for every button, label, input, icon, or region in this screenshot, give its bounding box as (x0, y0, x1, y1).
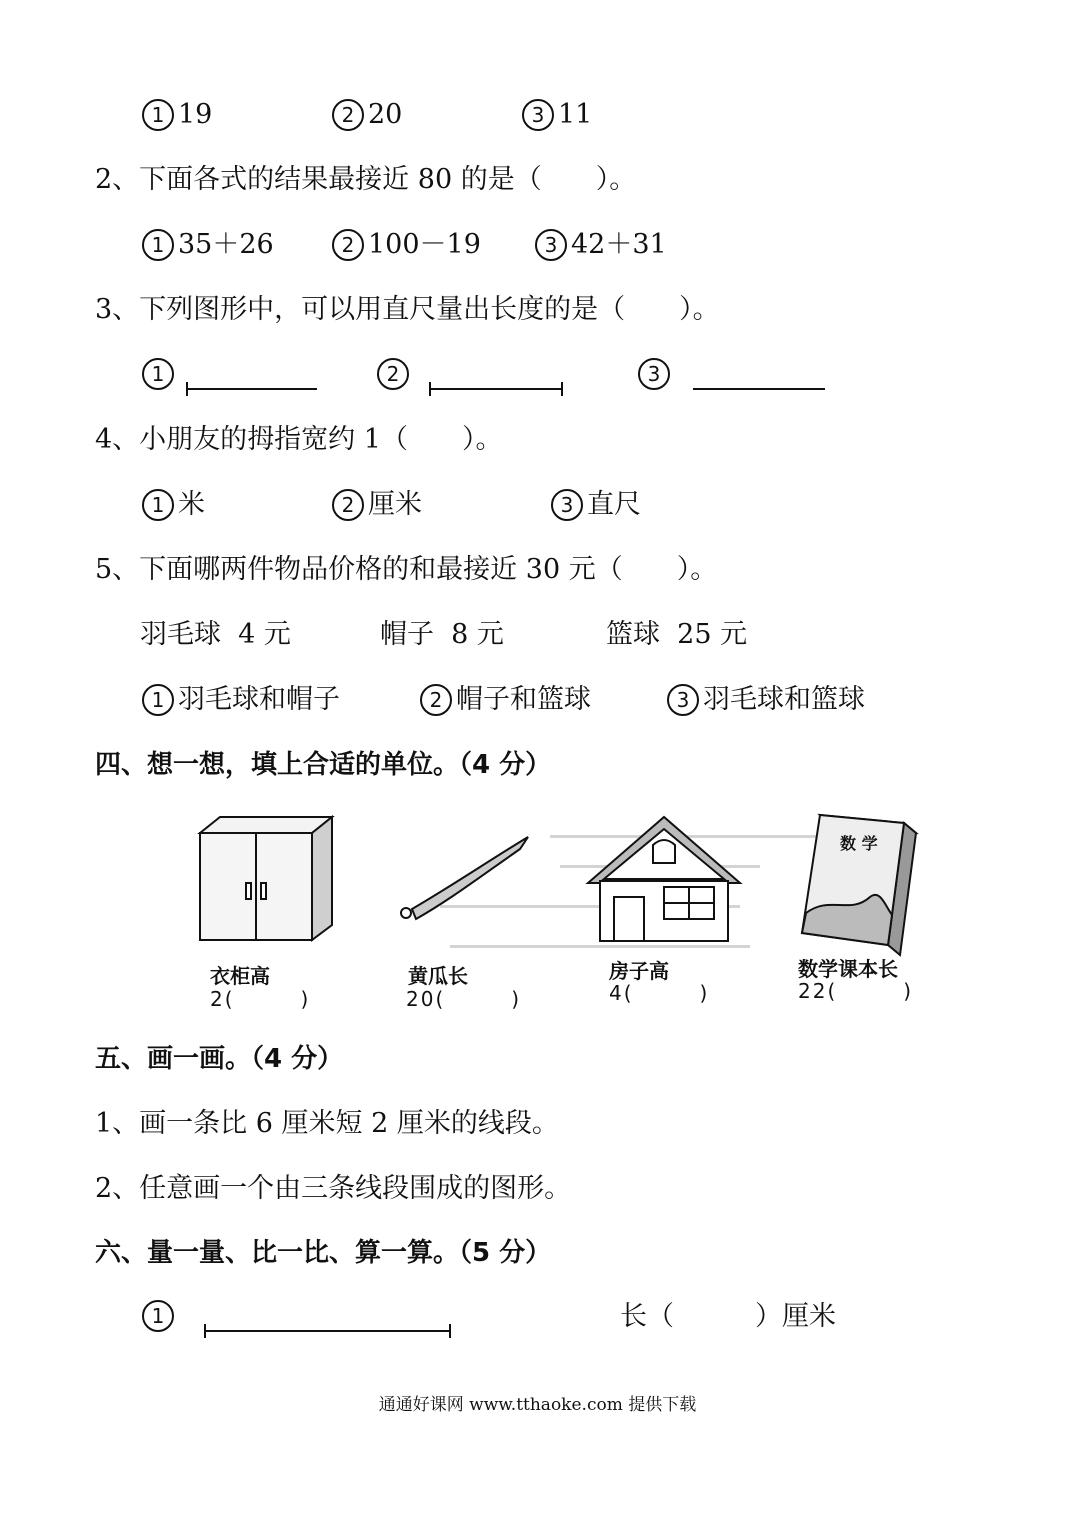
option-number: 3 (551, 489, 583, 521)
q4-option-3 (551, 488, 641, 522)
option-number: 2 (332, 99, 364, 131)
option-text: 20 (368, 99, 403, 130)
option-text: 厘米 (368, 489, 422, 520)
q2-option-2 (332, 228, 481, 262)
option-text: 米 (178, 489, 205, 520)
option-number: 1 (142, 358, 174, 390)
q3-option-3 (638, 358, 674, 390)
option-number: 1 (142, 684, 174, 716)
footer-credit: 通通好课网 www.tthaoke.com 提供下载 (378, 1395, 697, 1415)
section-4-title: 四、想一想，填上合适的单位。（4 分） (95, 750, 552, 780)
section-6-title: 六、量一量、比一比、算一算。（5 分） (95, 1238, 552, 1268)
option-number: 3 (667, 684, 699, 716)
endpoint-tick (561, 382, 563, 396)
option-number: 2 (377, 358, 409, 390)
q3-option-2 (377, 358, 413, 390)
question-3: 3、下列图形中，可以用直尺量出长度的是（ ）。 (95, 294, 720, 325)
question-4: 4、小朋友的拇指宽约 1（ ）。 (95, 424, 503, 455)
option-text: 帽子和篮球 (456, 684, 591, 715)
option-text: 11 (558, 99, 593, 130)
option-text: 羽毛球和篮球 (703, 684, 865, 715)
q4-option-2 (332, 488, 422, 522)
ray-segment-one-end (187, 388, 317, 390)
option-number: 1 (142, 489, 174, 521)
option-number: 1 (142, 1300, 174, 1332)
option-number: 2 (420, 684, 452, 716)
q1-option-2 (332, 98, 402, 132)
wardrobe-blank: 2( ) (210, 987, 311, 1011)
option-number: 2 (332, 489, 364, 521)
endpoint-tick (429, 382, 431, 396)
length-answer-blank: 长（ ）厘米 (620, 1301, 836, 1332)
q1-option-1 (142, 98, 212, 132)
option-text: 19 (178, 99, 213, 130)
q2-option-1 (142, 228, 274, 262)
option-text: 羽毛球和帽子 (178, 684, 340, 715)
measure-segment (205, 1330, 450, 1332)
option-number: 3 (522, 99, 554, 131)
section-5-item-1: 1、画一条比 6 厘米短 2 厘米的线段。 (95, 1108, 559, 1139)
endpoint-tick (204, 1324, 206, 1338)
q5-option-1 (142, 683, 340, 717)
section-5-title: 五、画一画。（4 分） (95, 1044, 344, 1074)
line-segment-two-ends (430, 388, 562, 390)
math-book-blank: 22( ) (798, 979, 914, 1003)
question-5: 5、下面哪两件物品价格的和最接近 30 元（ ）。 (95, 554, 718, 585)
q3-option-1 (142, 358, 178, 390)
straight-line (693, 388, 825, 390)
q2-option-3 (535, 228, 667, 262)
book-cover-title: 数 学 (840, 834, 878, 853)
endpoint-tick (449, 1324, 451, 1338)
section-6-item-1 (142, 1300, 178, 1332)
wardrobe-label: 衣柜高 (210, 964, 270, 988)
option-text: 100－19 (368, 229, 481, 260)
option-number: 1 (142, 229, 174, 261)
math-book-label: 数学课本长 (798, 957, 898, 981)
q5-option-3 (667, 683, 865, 717)
option-number: 3 (638, 358, 670, 390)
wardrobe-icon (200, 817, 332, 940)
item-badminton-price: 羽毛球 4 元 (140, 619, 291, 650)
option-text: 直尺 (587, 489, 641, 520)
option-number: 2 (332, 229, 364, 261)
option-text: 42＋31 (571, 229, 667, 260)
option-text: 35＋26 (178, 229, 274, 260)
endpoint-tick (186, 382, 188, 396)
option-number: 3 (535, 229, 567, 261)
cucumber-label: 黄瓜长 (408, 964, 468, 988)
section-5-item-2: 2、任意画一个由三条线段围成的图形。 (95, 1173, 572, 1204)
q4-option-1 (142, 488, 205, 522)
item-basketball-price: 篮球 25 元 (606, 619, 748, 650)
item-hat-price: 帽子 8 元 (380, 619, 504, 650)
question-2: 2、下面各式的结果最接近 80 的是（ ）。 (95, 164, 637, 195)
house-blank: 4( ) (609, 981, 710, 1005)
cucumber-blank: 20( ) (406, 987, 522, 1011)
option-number: 1 (142, 99, 174, 131)
q5-option-2 (420, 683, 591, 717)
q1-option-3 (522, 98, 592, 132)
house-label: 房子高 (609, 959, 669, 983)
